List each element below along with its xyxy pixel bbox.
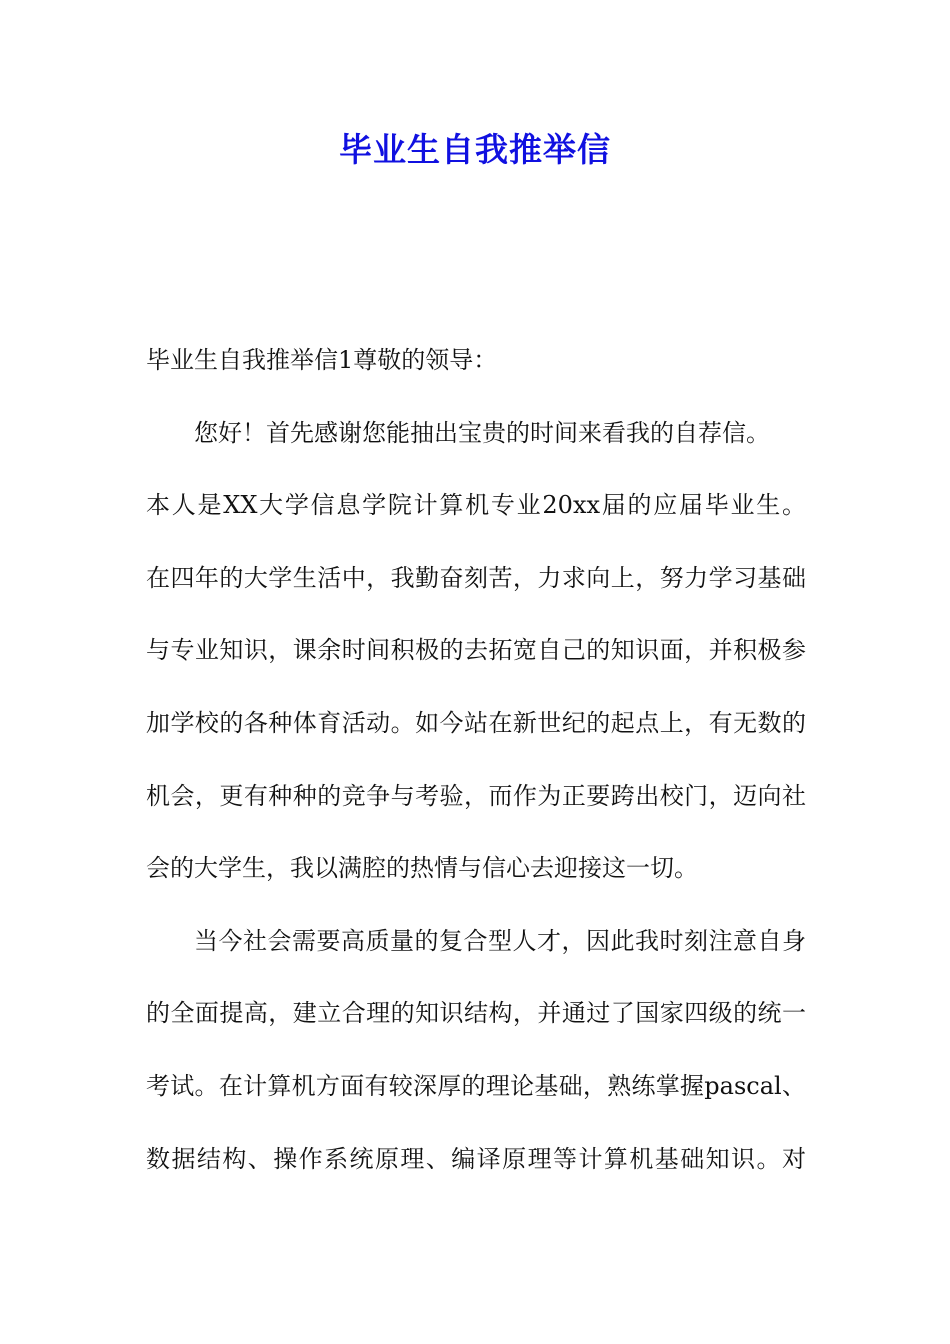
paragraph-line: 本人是XX大学信息学院计算机专业20xx届的应届毕业生。 <box>146 491 806 520</box>
paragraph-line: 加学校的各种体育活动。如今站在新世纪的起点上，有无数的 <box>146 708 806 737</box>
paragraph-line: 在四年的大学生活中，我勤奋刻苦，力求向上，努力学习基础 <box>146 563 806 592</box>
paragraph-line: 数据结构、操作系统原理、编译原理等计算机基础知识。对 <box>146 1144 806 1173</box>
paragraph-line: 考试。在计算机方面有较深厚的理论基础，熟练掌握pascal、 <box>146 1071 806 1100</box>
salutation-line: 毕业生自我推举信1尊敬的领导： <box>146 346 498 374</box>
paragraph-line: 当今社会需要高质量的复合型人才，因此我时刻注意自身 <box>194 926 806 955</box>
paragraph-line: 与专业知识，课余时间积极的去拓宽自己的知识面，并积极参 <box>146 636 806 665</box>
document-title: 毕业生自我推举信 <box>339 130 611 169</box>
paragraph-line: 机会，更有种种的竞争与考验，而作为正要跨出校门，迈向社 <box>146 781 806 810</box>
paragraph-line: 的全面提高，建立合理的知识结构，并通过了国家四级的统一 <box>146 999 806 1028</box>
paragraph-line: 会的大学生，我以满腔的热情与信心去迎接这一切。 <box>146 854 698 883</box>
paragraph-line: 您好！首先感谢您能抽出宝贵的时间来看我的自荐信。 <box>194 418 770 447</box>
document-body <box>146 336 806 1207</box>
